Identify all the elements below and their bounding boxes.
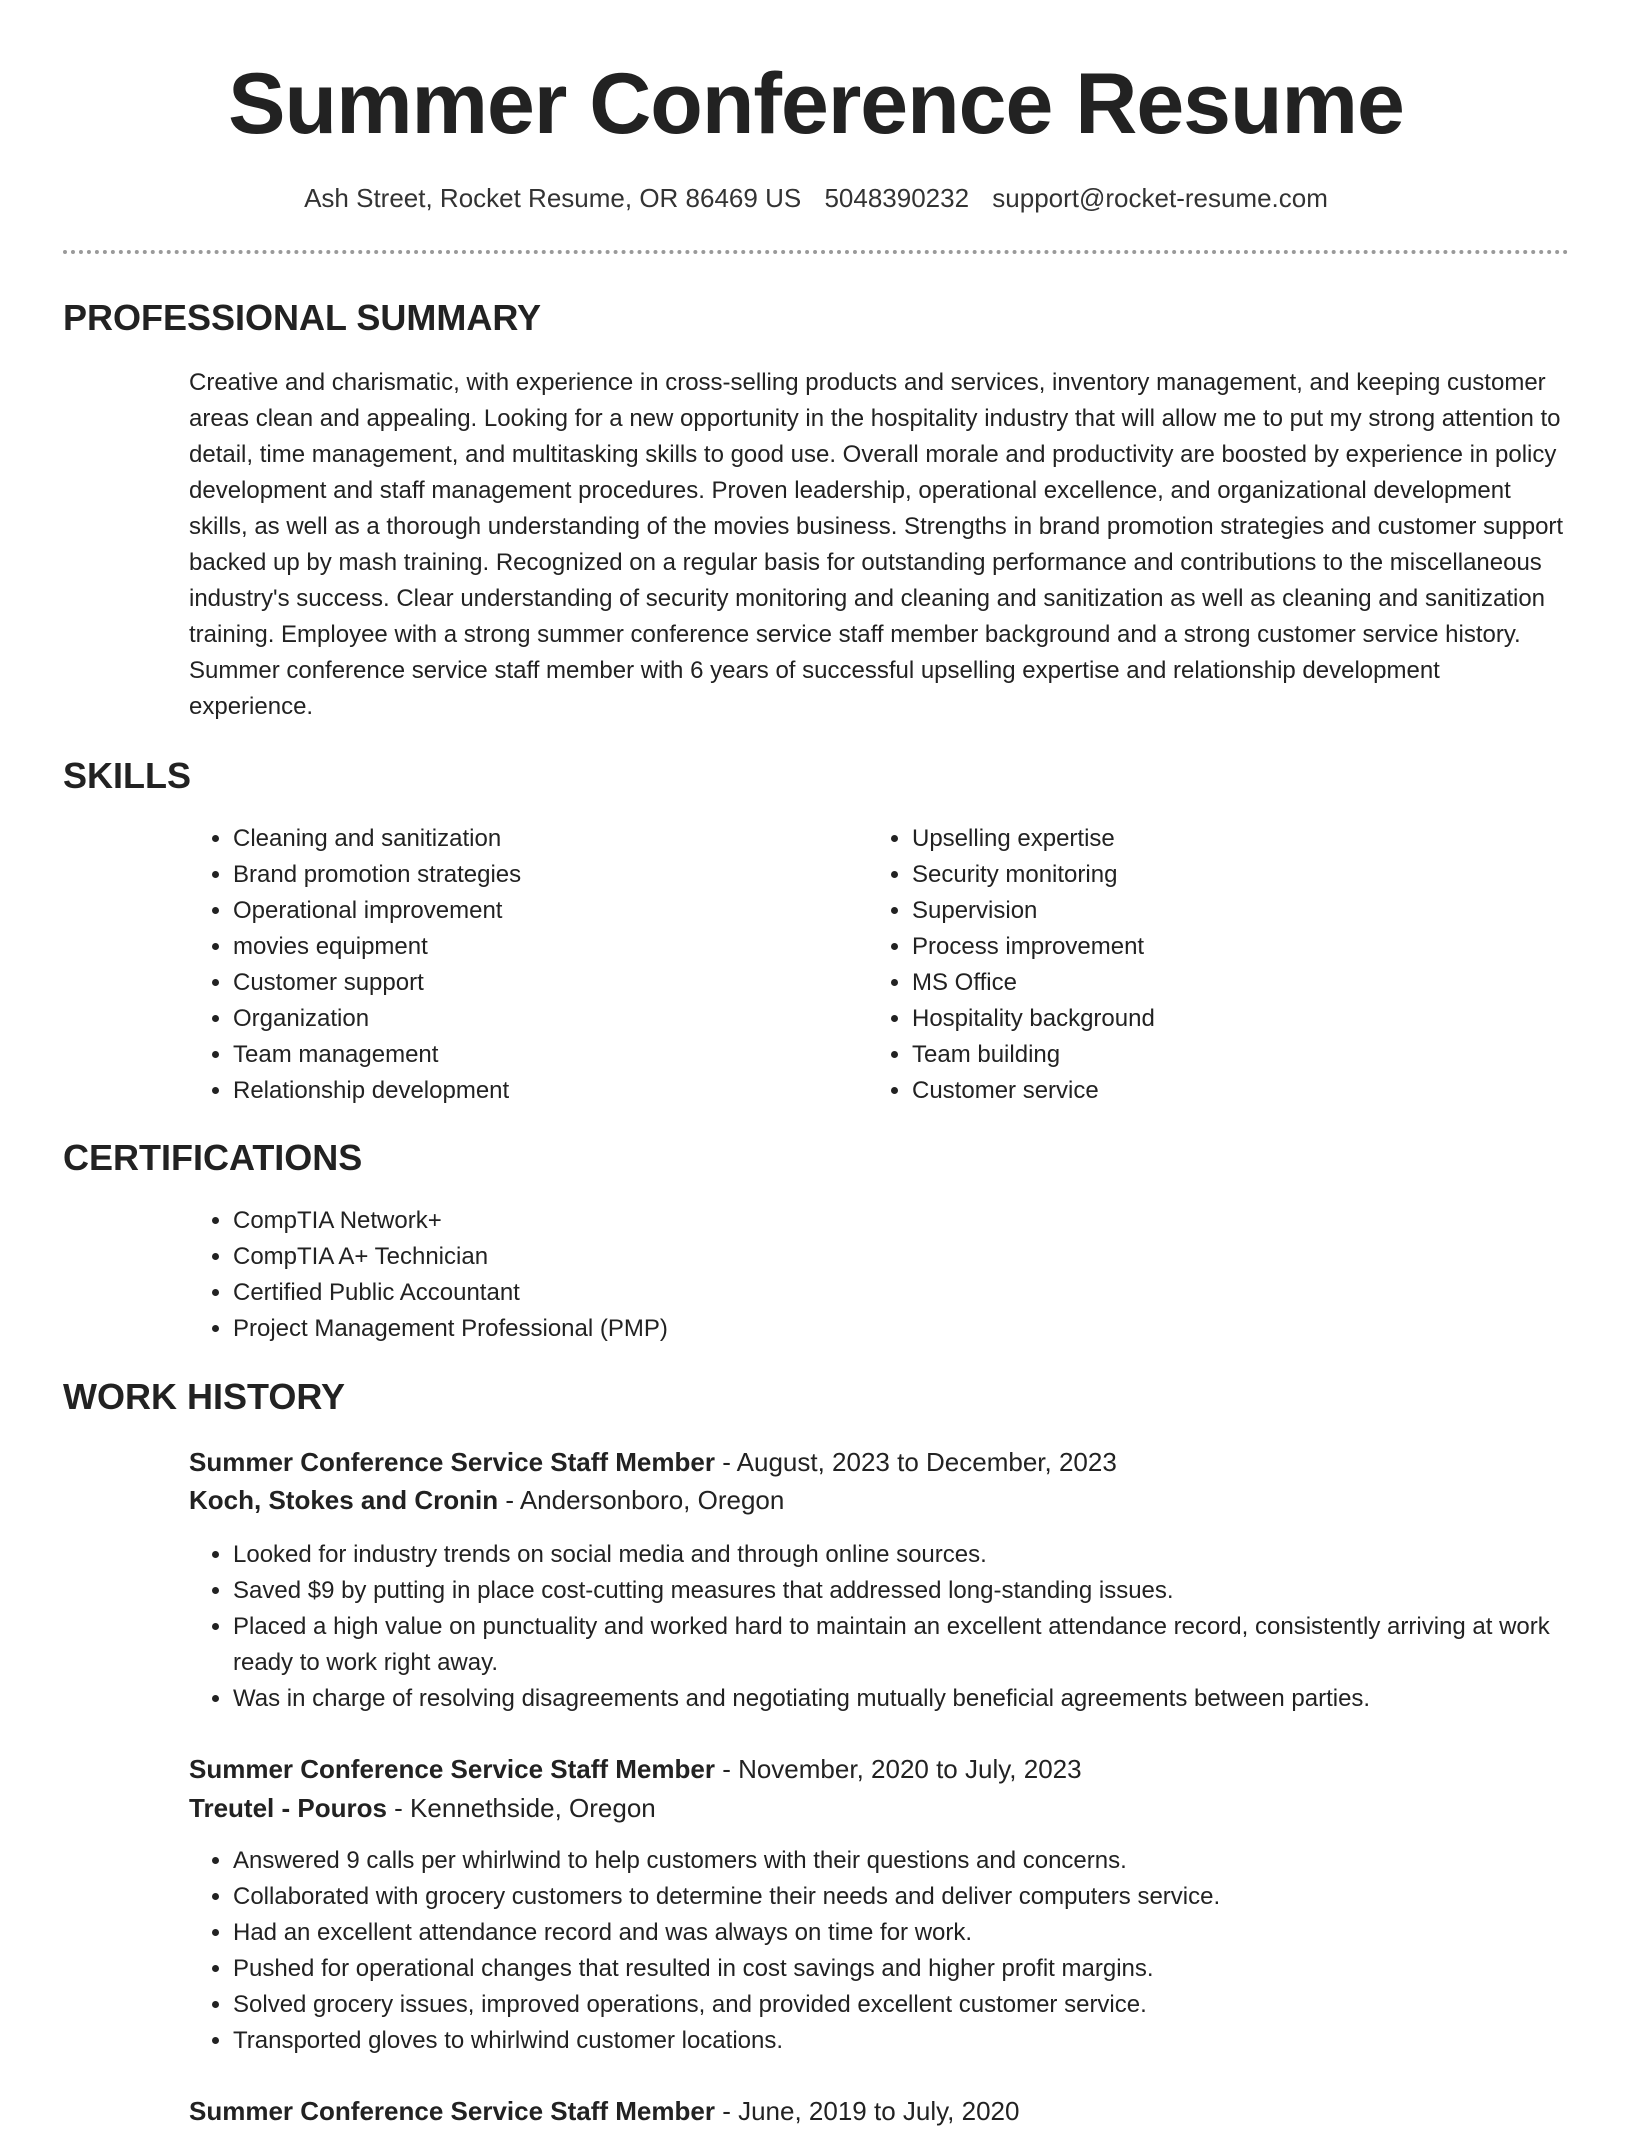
job-title-line bbox=[189, 1750, 1082, 1788]
summary-heading: PROFESSIONAL SUMMARY bbox=[63, 297, 542, 338]
skill-item: • Operational improvement bbox=[233, 893, 833, 929]
certification-item: • Certified Public Accountant bbox=[233, 1275, 1233, 1311]
job-dates: - November, 2020 to July, 2023 bbox=[714, 1754, 1082, 1784]
job-bullet: • Had an excellent attendance record and was always on time for work. bbox=[233, 1915, 1613, 1951]
job-dates: - August, 2023 to December, 2023 bbox=[714, 1447, 1117, 1477]
job-title-line bbox=[189, 1443, 1117, 1481]
certification-item: • CompTIA Network+ bbox=[233, 1203, 1233, 1239]
job-bullet: • Answered 9 calls per whirlwind to help customers with their questions and concerns. bbox=[233, 1843, 1613, 1879]
job-title: Summer Conference Service Staff Member bbox=[189, 1447, 715, 1477]
contact-address: Ash Street, Rocket Resume, OR 86469 US bbox=[304, 183, 802, 213]
skills-heading: SKILLS bbox=[63, 755, 192, 796]
job-bullet: • Solved grocery issues, improved operations, and provided excellent customer service. bbox=[233, 1987, 1613, 2023]
skills-list-left bbox=[189, 821, 833, 1109]
job-title: Summer Conference Service Staff Member bbox=[189, 1754, 715, 1784]
job-bullet: • Placed a high value on punctuality and worked hard to maintain an excellent attendance record, consistently arriving at work ready to work right away. bbox=[233, 1609, 1613, 1681]
job-company-line bbox=[189, 1789, 656, 1827]
job-location: - Kennethside, Oregon bbox=[386, 1793, 656, 1823]
header-divider bbox=[63, 250, 1569, 254]
skill-item: • Relationship development bbox=[233, 1073, 833, 1109]
job-bullet: • Was in charge of resolving disagreements and negotiating mutually beneficial agreements between parties. bbox=[233, 1681, 1613, 1717]
job-title-line bbox=[189, 2092, 1019, 2130]
skill-item: • Team building bbox=[912, 1037, 1512, 1073]
skill-item: • Security monitoring bbox=[912, 857, 1512, 893]
job-title: Summer Conference Service Staff Member bbox=[189, 2096, 715, 2126]
contact-phone: 5048390232 bbox=[824, 183, 970, 213]
contact-email: support@rocket-resume.com bbox=[992, 183, 1328, 213]
skill-item: • MS Office bbox=[912, 965, 1512, 1001]
job-bullet: • Pushed for operational changes that resulted in cost savings and higher profit margins. bbox=[233, 1951, 1613, 1987]
skill-item: • Customer support bbox=[233, 965, 833, 1001]
resume-title: Summer Conference Resume bbox=[228, 56, 1404, 152]
job-company-line bbox=[189, 1481, 784, 1519]
job-bullet: • Saved $9 by putting in place cost-cutting measures that addressed long-standing issues. bbox=[233, 1573, 1613, 1609]
contact-line bbox=[0, 180, 1632, 216]
job-company: Koch, Stokes and Cronin bbox=[189, 1485, 499, 1515]
job-bullets bbox=[189, 1843, 1613, 2059]
job-bullets bbox=[189, 1537, 1613, 1717]
skill-item: • Cleaning and sanitization bbox=[233, 821, 833, 857]
skill-item: • movies equipment bbox=[233, 929, 833, 965]
job-company: Treutel - Pouros bbox=[189, 1793, 387, 1823]
job-dates: - June, 2019 to July, 2020 bbox=[714, 2096, 1020, 2126]
certification-item: • CompTIA A+ Technician bbox=[233, 1239, 1233, 1275]
job-bullet: • Looked for industry trends on social media and through online sources. bbox=[233, 1537, 1613, 1573]
job-bullet: • Collaborated with grocery customers to determine their needs and deliver computers service. bbox=[233, 1879, 1613, 1915]
skill-item: • Team management bbox=[233, 1037, 833, 1073]
job-bullet: • Transported gloves to whirlwind customer locations. bbox=[233, 2023, 1613, 2059]
skill-item: • Organization bbox=[233, 1001, 833, 1037]
job-location: - Andersonboro, Oregon bbox=[498, 1485, 785, 1515]
skill-item: • Hospitality background bbox=[912, 1001, 1512, 1037]
skill-item: • Supervision bbox=[912, 893, 1512, 929]
certifications-heading: CERTIFICATIONS bbox=[63, 1137, 363, 1178]
work-history-heading: WORK HISTORY bbox=[63, 1376, 346, 1417]
skill-item: • Process improvement bbox=[912, 929, 1512, 965]
skill-item: • Customer service bbox=[912, 1073, 1512, 1109]
skill-item: • Brand promotion strategies bbox=[233, 857, 833, 893]
certification-item: • Project Management Professional (PMP) bbox=[233, 1311, 1233, 1347]
summary-text: Creative and charismatic, with experience in cross-selling products and services, inventory management, and keeping customer areas clean and appealing. Looking for a new opportunity in the hospitality industry that will allow me to put my strong attention to detail, time management, and multitasking skills to good use. Overall morale and productivity are boosted by experience in policy development and staff management procedures. Proven leadership, operational excellence, and organizational development skills, as well as a thorough understanding of the movies business. Strengths in brand promotion strategies and customer support backed up by mash training. Recognized on a regular basis for outstanding performance and contributions to the miscellaneous industry's success. Clear understanding of security monitoring and cleaning and sanitization as well as cleaning and sanitization training. Employee with a strong summer conference service staff member background and a strong customer service history. Summer conference service staff member with 6 years of successful upselling expertise and relationship development experience. bbox=[189, 369, 1564, 720]
certifications-list bbox=[189, 1203, 1233, 1347]
skill-item: • Upselling expertise bbox=[912, 821, 1512, 857]
skills-list-right bbox=[868, 821, 1512, 1109]
